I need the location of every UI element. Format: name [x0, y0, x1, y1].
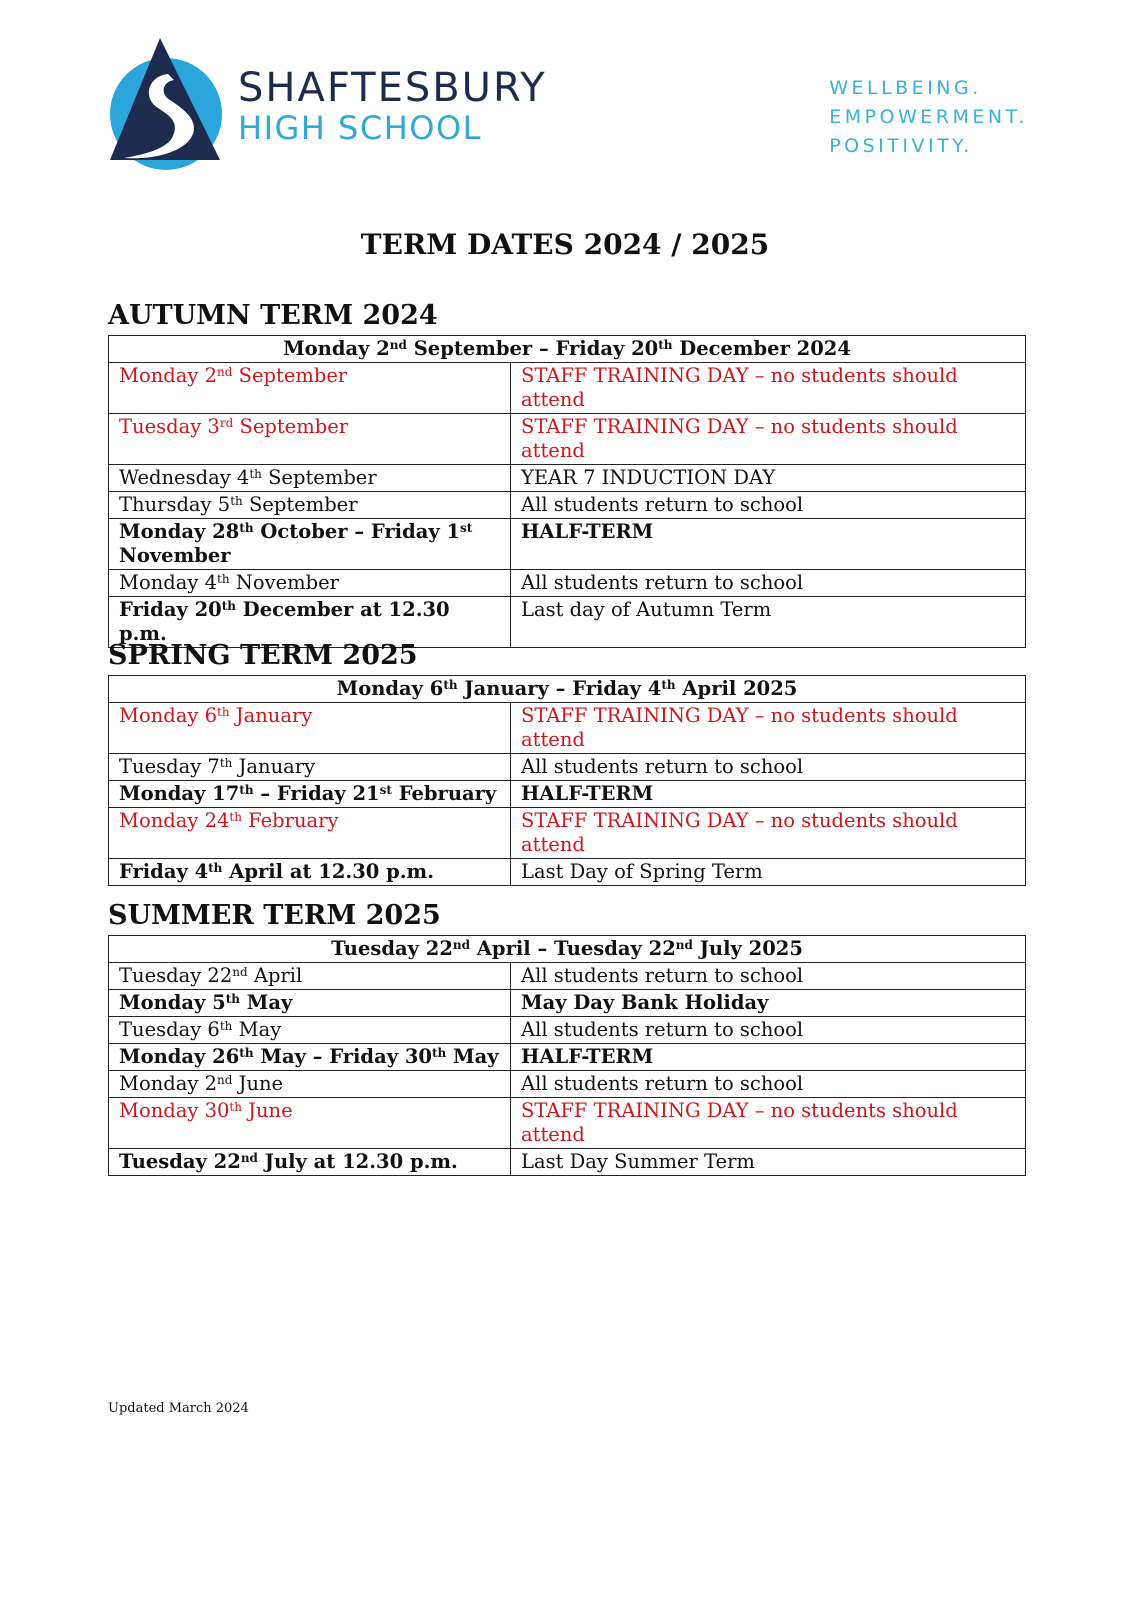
text-segment: September [261, 466, 377, 489]
ordinal-suffix: th [249, 467, 262, 481]
school-name [238, 65, 547, 147]
table-row [109, 990, 1026, 1017]
date-cell [109, 703, 511, 754]
text-segment: Monday 2 [119, 1072, 217, 1095]
date-cell [109, 414, 511, 465]
ordinal-suffix: th [208, 861, 223, 875]
term-heading: SUMMER TERM 2025 [108, 900, 441, 931]
ordinal-suffix: nd [452, 938, 471, 952]
text-segment: Tuesday 22 [331, 937, 453, 960]
date-cell [109, 465, 511, 492]
ordinal-suffix: th [661, 678, 676, 692]
text-segment: Tuesday 6 [119, 1018, 220, 1041]
ordinal-suffix: nd [217, 1073, 233, 1087]
event-cell: All students return to school [511, 963, 1026, 990]
table-row [109, 363, 1026, 414]
table-row [109, 859, 1026, 886]
ordinal-suffix: th [225, 992, 241, 1006]
school-name-line2: HIGH SCHOOL [238, 109, 482, 147]
ordinal-suffix: th [217, 705, 230, 719]
motto-line: POSITIVITY. [829, 135, 973, 157]
motto-line: WELLBEING. [829, 77, 982, 99]
text-segment: Monday 5 [119, 991, 226, 1014]
ordinal-suffix: th [230, 494, 243, 508]
text-segment: February [391, 782, 497, 805]
text-segment: Wednesday 4 [119, 466, 250, 489]
term-range [109, 336, 1026, 363]
event-cell: HALF-TERM [511, 1044, 1026, 1071]
text-segment: Monday 6 [119, 704, 217, 727]
term-range-row [109, 676, 1026, 703]
text-segment: January [232, 755, 316, 778]
text-segment: Friday 4 [119, 860, 209, 883]
event-cell: STAFF TRAINING DAY – no students should attend [511, 414, 1026, 465]
date-cell [109, 363, 511, 414]
event-cell: STAFF TRAINING DAY – no students should attend [511, 703, 1026, 754]
event-cell: HALF-TERM [511, 519, 1026, 570]
date-cell [109, 519, 511, 570]
event-cell: All students return to school [511, 570, 1026, 597]
event-cell: STAFF TRAINING DAY – no students should attend [511, 363, 1026, 414]
text-segment: June [241, 1099, 293, 1122]
table-row [109, 1044, 1026, 1071]
text-segment: September [242, 493, 358, 516]
spring-term-section [108, 639, 1026, 886]
text-segment: June [232, 1072, 284, 1095]
text-segment: November [119, 544, 231, 567]
event-cell: All students return to school [511, 492, 1026, 519]
date-cell [109, 570, 511, 597]
date-cell [109, 1098, 511, 1149]
text-segment: December at 12.30 p.m. [119, 598, 450, 645]
ordinal-suffix: th [239, 783, 254, 797]
term-heading: AUTUMN TERM 2024 [108, 300, 438, 331]
header [108, 38, 1028, 178]
text-segment: Tuesday 22 [119, 1150, 241, 1173]
ordinal-suffix: rd [219, 416, 234, 430]
event-cell: STAFF TRAINING DAY – no students should attend [511, 1098, 1026, 1149]
event-cell: Last Day of Spring Term [511, 859, 1026, 886]
text-segment: Tuesday 7 [119, 755, 220, 778]
text-segment: September – Friday 20 [406, 337, 659, 360]
text-segment: December 2024 [672, 337, 851, 360]
date-cell [109, 781, 511, 808]
term-range-row [109, 936, 1026, 963]
summer-term-section [108, 899, 1026, 1176]
ordinal-suffix: th [229, 810, 242, 824]
event-cell: All students return to school [511, 1071, 1026, 1098]
text-segment: Friday 20 [119, 598, 222, 621]
text-segment: July 2025 [692, 937, 803, 960]
table-row [109, 963, 1026, 990]
ordinal-suffix: nd [217, 365, 233, 379]
ordinal-suffix: nd [240, 1151, 258, 1165]
text-segment: Monday 24 [119, 809, 230, 832]
term-range [109, 936, 1026, 963]
text-segment: April 2025 [675, 677, 798, 700]
date-cell [109, 963, 511, 990]
event-cell: All students return to school [511, 1017, 1026, 1044]
text-segment: Monday 30 [119, 1099, 230, 1122]
date-cell [109, 1149, 511, 1176]
date-cell [109, 990, 511, 1017]
text-segment: April [247, 964, 303, 987]
table-row [109, 754, 1026, 781]
event-cell: May Day Bank Holiday [511, 990, 1026, 1017]
table-row [109, 492, 1026, 519]
text-segment: Monday 6 [336, 677, 444, 700]
date-cell [109, 1017, 511, 1044]
ordinal-suffix: th [239, 1046, 254, 1060]
table-row [109, 1017, 1026, 1044]
text-segment: May – Friday 30 [253, 1045, 432, 1068]
text-segment: May [446, 1045, 499, 1068]
date-cell [109, 859, 511, 886]
text-segment: October – Friday 1 [253, 520, 461, 543]
ordinal-suffix: th [229, 1100, 242, 1114]
text-segment: Monday 2 [119, 364, 217, 387]
text-segment: January [229, 704, 313, 727]
date-cell [109, 1071, 511, 1098]
text-segment: September [233, 415, 349, 438]
table-row [109, 519, 1026, 570]
ordinal-suffix: th [221, 599, 236, 613]
event-cell: YEAR 7 INDUCTION DAY [511, 465, 1026, 492]
event-cell: HALF-TERM [511, 781, 1026, 808]
motto [829, 74, 1028, 161]
ordinal-suffix: nd [675, 938, 693, 952]
event-cell: Last day of Autumn Term [511, 597, 1026, 648]
date-cell [109, 754, 511, 781]
table-row [109, 808, 1026, 859]
ordinal-suffix: nd [389, 338, 407, 352]
table-row [109, 1071, 1026, 1098]
ordinal-suffix: th [239, 521, 254, 535]
text-segment: Monday 26 [119, 1045, 240, 1068]
text-segment: May [240, 991, 293, 1014]
text-segment: Monday 28 [119, 520, 240, 543]
text-segment: January – Friday 4 [457, 677, 662, 700]
term-dates-table [108, 675, 1026, 886]
text-segment: April at 12.30 p.m. [222, 860, 434, 883]
term-range-row [109, 336, 1026, 363]
text-segment: Tuesday 3 [119, 415, 220, 438]
school-name-line1: SHAFTESBURY [238, 65, 547, 111]
page-title: TERM DATES 2024 / 2025 [360, 228, 770, 261]
ordinal-suffix: st [460, 521, 473, 535]
event-cell: Last Day Summer Term [511, 1149, 1026, 1176]
text-segment: July at 12.30 p.m. [257, 1150, 458, 1173]
text-segment: May [232, 1018, 282, 1041]
text-segment: Monday 2 [283, 337, 390, 360]
ordinal-suffix: th [431, 1046, 447, 1060]
footer-note: Updated March 2024 [108, 1401, 249, 1416]
table-row [109, 414, 1026, 465]
term-dates-table [108, 935, 1026, 1176]
term-range [109, 676, 1026, 703]
ordinal-suffix: st [379, 783, 392, 797]
ordinal-suffix: nd [232, 965, 248, 979]
table-row [109, 465, 1026, 492]
text-segment: September [232, 364, 348, 387]
ordinal-suffix: th [217, 572, 230, 586]
table-row [109, 1098, 1026, 1149]
school-logo [108, 38, 226, 174]
text-segment: Monday 4 [119, 571, 217, 594]
term-dates-table [108, 335, 1026, 648]
ordinal-suffix: th [219, 756, 233, 770]
ordinal-suffix: th [443, 678, 458, 692]
table-row [109, 781, 1026, 808]
text-segment: April – Tuesday 22 [470, 937, 676, 960]
event-cell: All students return to school [511, 754, 1026, 781]
ordinal-suffix: th [658, 338, 673, 352]
event-cell: STAFF TRAINING DAY – no students should attend [511, 808, 1026, 859]
autumn-term-section [108, 299, 1026, 648]
text-segment: Tuesday 22 [119, 964, 233, 987]
date-cell [109, 808, 511, 859]
text-segment: February [241, 809, 339, 832]
date-cell [109, 492, 511, 519]
term-heading: SPRING TERM 2025 [108, 640, 418, 671]
text-segment: November [229, 571, 339, 594]
text-segment: Monday 17 [119, 782, 240, 805]
table-row [109, 570, 1026, 597]
table-row [109, 1149, 1026, 1176]
ordinal-suffix: th [219, 1019, 233, 1033]
date-cell [109, 1044, 511, 1071]
text-segment: – Friday 21 [253, 782, 380, 805]
text-segment: Thursday 5 [119, 493, 231, 516]
table-row [109, 703, 1026, 754]
motto-line: EMPOWERMENT. [829, 106, 1028, 128]
